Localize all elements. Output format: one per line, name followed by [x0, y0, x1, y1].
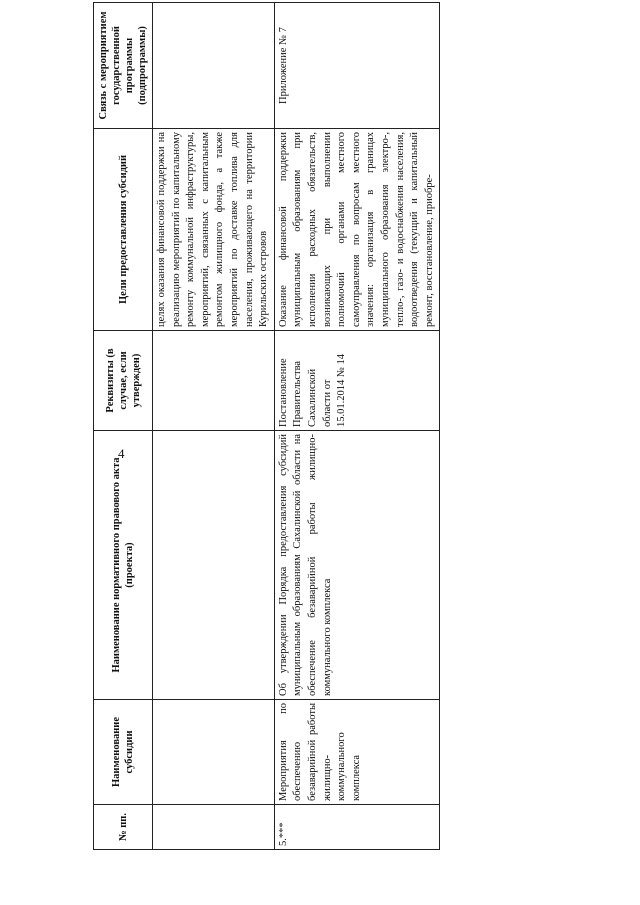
row2-subsidy-name: Мероприятия по обеспечению безаварийной работы жилищно-коммунального комплекса — [274, 700, 440, 805]
row2-requisites: Постановление Правительства Сахалинской области от 15.01.2014 № 14 — [274, 331, 440, 431]
header-subsidy-name: Наименование субсидии — [94, 700, 153, 805]
table-row — [153, 3, 275, 850]
row2-num: 5.*** — [274, 805, 440, 850]
row2-link: Приложение № 7 — [274, 3, 440, 129]
row2-act-name: Об утверждении Порядка предоставления субсидий муниципальным образованиям Сахалинской области на обеспечение безаварийной работы жилищно-коммунального комплекса — [274, 431, 440, 700]
table-row — [274, 3, 440, 850]
row2-goals: Оказание финансовой поддержки муниципальным образованиям при исполнении расходных обязательств, возникающих при выполнении полномочий органами местного самоуправления по вопросам местного значения: организация в границах муниципального образования электро-, тепло-, газо- и водоснабжения населения, водоотведения (текущий и капитальный ремонт, восстановление, приобре- — [274, 129, 440, 331]
page-number: 4 — [118, 446, 125, 461]
header-requisites: Реквизиты (в случае, если утвержден) — [94, 331, 153, 431]
row1-subsidy-name — [153, 700, 275, 805]
row1-requisites — [153, 331, 275, 431]
row1-act-name — [153, 431, 275, 700]
rotated-table-sheet — [93, 11, 435, 850]
header-act-name: Наименование нормативного правового акта (проекта) — [94, 431, 153, 700]
subsidy-table — [93, 2, 440, 850]
header-link: Связь с мероприятием государственной программы (подпрограммы) — [94, 3, 153, 129]
row1-link — [153, 3, 275, 129]
header-num: № пп. — [94, 805, 153, 850]
header-row — [94, 3, 153, 850]
row1-goals: целях оказания финансовой поддержки на реализацию мероприятий по капитальному ремонту коммунальной инфраструктуры, мероприятий, связанных с капитальным ремонтом жилищного фонда, а также мероприятий по доставке топлива для населения, проживающего на территории Курильских островов — [153, 129, 275, 331]
header-goals: Цели предоставления субсидий — [94, 129, 153, 331]
row1-num — [153, 805, 275, 850]
